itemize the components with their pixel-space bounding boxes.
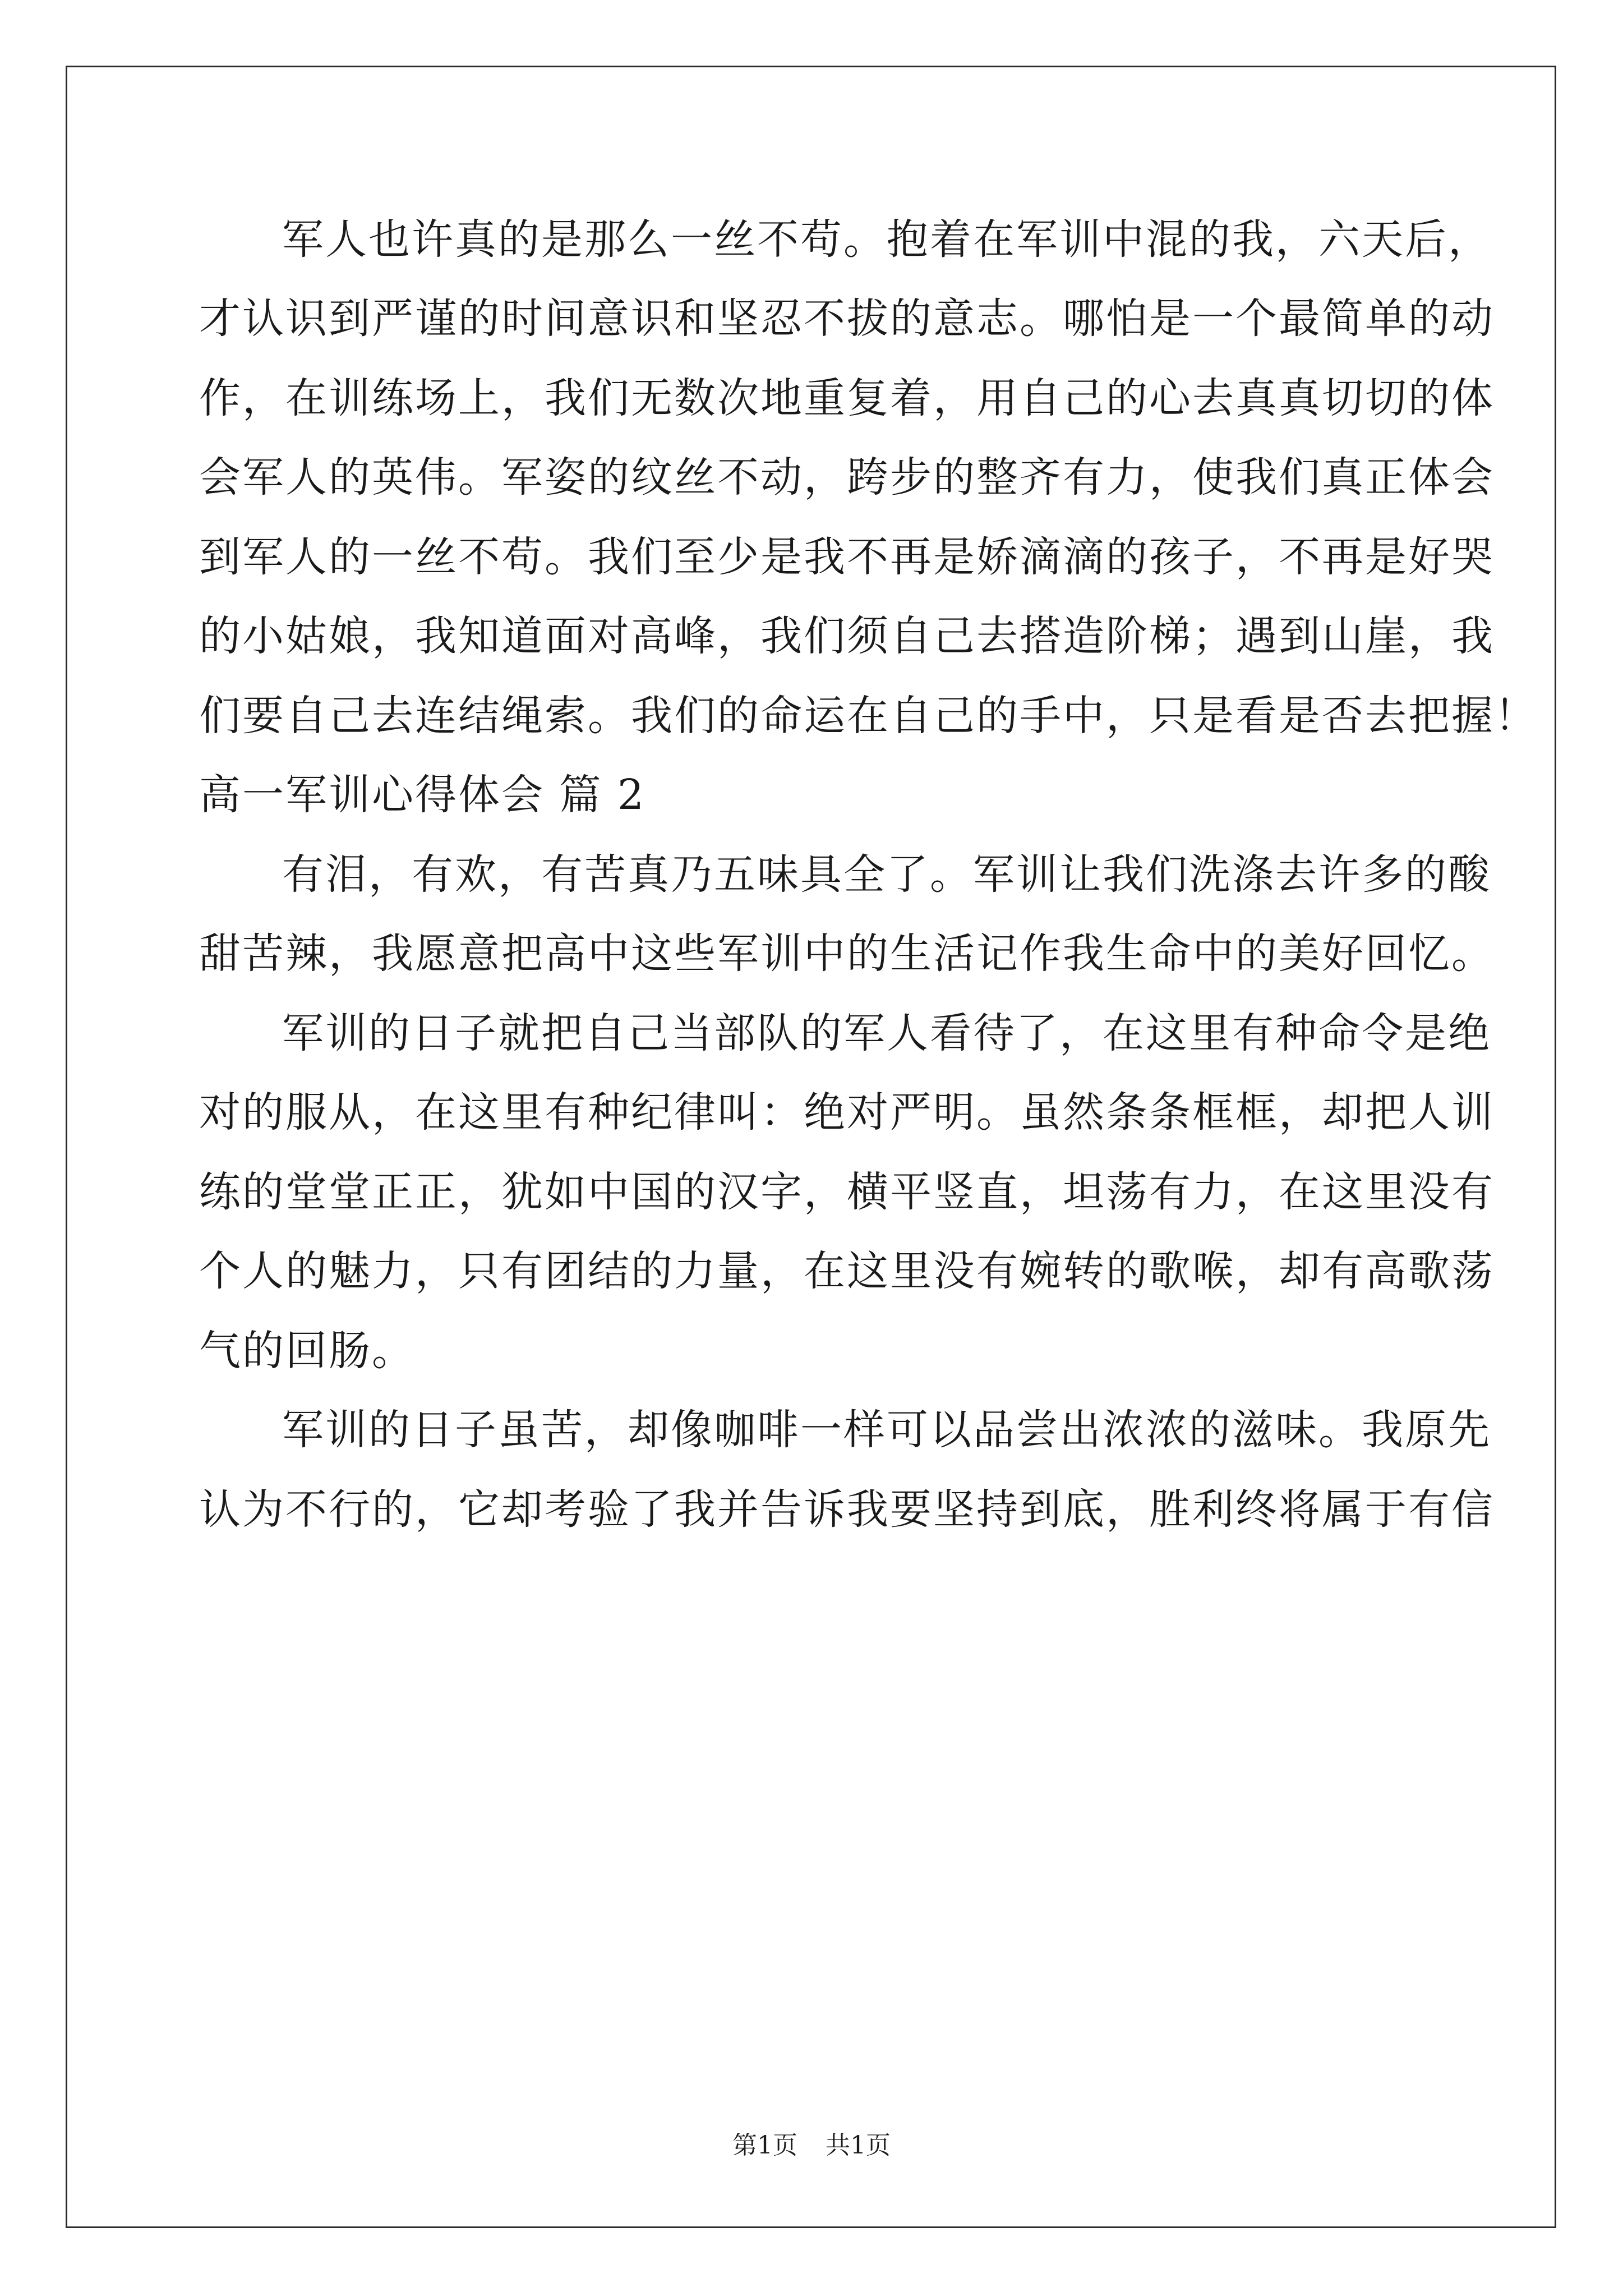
paragraph-line: 才认识到严谨的时间意识和坚忍不拔的意志。哪怕是一个最简单的动 [199, 295, 1495, 343]
paragraph-line: 认为不行的，它却考验了我并告诉我要坚持到底，胜利终将属于有信 [199, 1485, 1495, 1534]
section-heading: 高一军训心得体会 篇 2 [199, 771, 646, 819]
paragraph-line: 们要自己去连结绳索。我们的命运在自己的手中，只是看是否去把握！ [199, 692, 1538, 740]
paragraph-line: 作，在训练场上，我们无数次地重复着，用自己的心去真真切切的体 [199, 374, 1495, 422]
paragraph-line: 的小姑娘，我知道面对高峰，我们须自己去搭造阶梯；遇到山崖，我 [199, 612, 1495, 660]
paragraph-line: 到军人的一丝不苟。我们至少是我不再是娇滴滴的孩子，不再是好哭 [199, 533, 1495, 581]
paragraph-line: 气的回肠。 [199, 1327, 415, 1375]
paragraph-line: 军人也许真的是那么一丝不苟。抱着在军训中混的我，六天后， [282, 215, 1491, 264]
paragraph-line: 甜苦辣，我愿意把高中这些军训中的生活记作我生命中的美好回忆。 [199, 930, 1495, 978]
page-footer [0, 2129, 1623, 2162]
paragraph-line: 有泪，有欢，有苦真乃五味具全了。军训让我们洗涤去许多的酸 [282, 850, 1491, 899]
paragraph-line: 对的服从，在这里有种纪律叫：绝对严明。虽然条条框框，却把人训 [199, 1088, 1495, 1137]
paragraph-line: 练的堂堂正正，犹如中国的汉字，横平竖直，坦荡有力，在这里没有 [199, 1168, 1495, 1216]
paragraph-line: 个人的魅力，只有团结的力量，在这里没有婉转的歌喉，却有高歌荡 [199, 1247, 1495, 1295]
paragraph-line: 军训的日子虽苦，却像咖啡一样可以品尝出浓浓的滋味。我原先 [282, 1406, 1491, 1454]
paragraph-line: 军训的日子就把自己当部队的军人看待了，在这里有种命令是绝 [282, 1009, 1491, 1057]
page-number-current: 第1页 [732, 2131, 797, 2160]
paragraph-line: 会军人的英伟。军姿的纹丝不动，跨步的整齐有力，使我们真正体会 [199, 453, 1495, 501]
page-number-total: 共1页 [826, 2131, 891, 2160]
